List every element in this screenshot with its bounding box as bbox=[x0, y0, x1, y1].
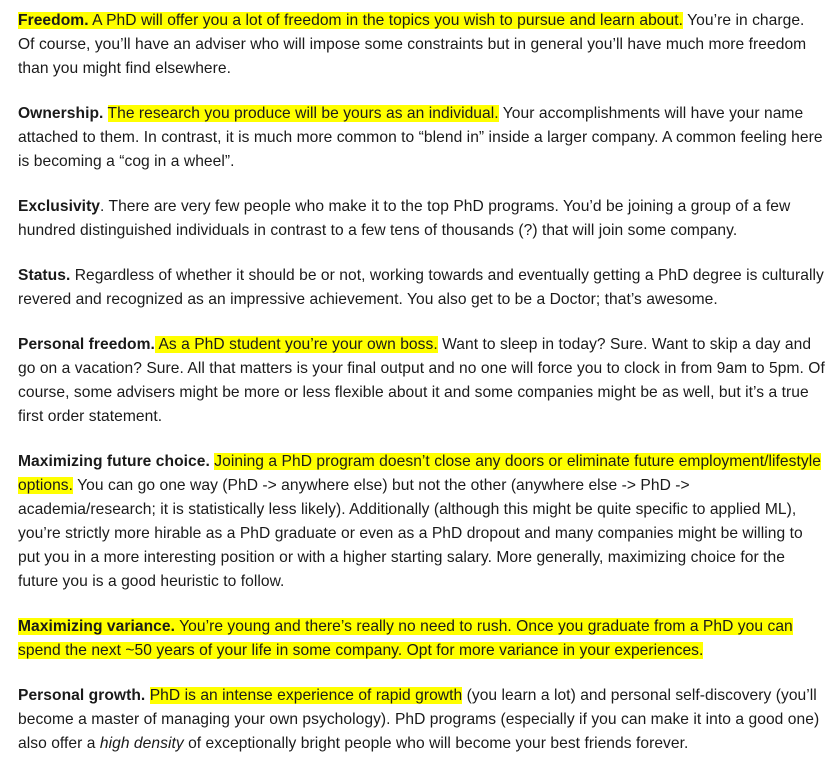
paragraph-ownership bbox=[18, 102, 825, 174]
paragraph-maximizing-future-choice bbox=[18, 450, 825, 594]
paragraph-heading: Personal growth. bbox=[18, 687, 146, 704]
body-text bbox=[103, 105, 107, 122]
body-text: You can go one way (PhD -> anywhere else) but not the other (anywhere else -> PhD -> academia/research; it is statistically less likely). Additionally (although this might be quite specific to applied ML), you’re strictly more hirable as a PhD graduate or even as a PhD dropout and many companies might be willing to put you in a more interesting position or with a higher starting salary. More generally, maximizing choice for the future you is a good heuristic to follow. bbox=[18, 477, 803, 590]
body-text: (you learn a lot) and personal self-discovery (you’ll become a master of managing your own psychology). PhD programs (especially if you can make it into a good one) also offer a bbox=[18, 687, 820, 752]
paragraph-heading: Maximizing future choice. bbox=[18, 453, 210, 470]
paragraph-heading: Ownership. bbox=[18, 105, 104, 122]
body-text: Your accomplishments will have your name attached to them. In contrast, it is much more common to “blend in” inside a larger company. A common feeling here is becoming a “cog in a wheel”. bbox=[18, 105, 823, 170]
body-text: . There are very few people who make it to the top PhD programs. You’d be joining a group of a few hundred distinguished individuals in contrast to a few tens of thousands (?) that will join some company. bbox=[18, 198, 791, 239]
paragraph-heading: Maximizing variance. bbox=[18, 618, 175, 635]
highlighted-text: You’re young and there’s really no need to rush. Once you graduate from a PhD you can spend the next ~50 years of your life in some company. Opt for more variance in your experiences. bbox=[18, 618, 793, 659]
paragraph-freedom bbox=[18, 9, 825, 81]
highlighted-text: The research you produce will be yours as an individual. bbox=[107, 105, 499, 122]
highlighted-text: Joining a PhD program doesn’t close any doors or eliminate future employment/lifestyle options. bbox=[18, 453, 821, 494]
highlighted-text: PhD is an intense experience of rapid growth bbox=[149, 687, 463, 704]
paragraph-personal-growth bbox=[18, 684, 825, 756]
body-text: Want to sleep in today? Sure. Want to skip a day and go on a vacation? Sure. All that matters is your final output and no one will force you to clock in from 9am to 5pm. Of course, some advisers might be more or less flexible about it and some companies might be as well, but it’s a true first order statement. bbox=[18, 336, 825, 425]
highlighted-text: A PhD will offer you a lot of freedom in the topics you wish to pursue and learn about. bbox=[92, 12, 684, 29]
body-text: Regardless of whether it should be or not, working towards and eventually getting a PhD degree is culturally revered and recognized as an impressive achievement. You also get to be a Doctor; that’s awesome. bbox=[18, 267, 824, 308]
paragraph-heading: Status. bbox=[18, 267, 71, 284]
paragraph-personal-freedom bbox=[18, 333, 825, 429]
paragraph-exclusivity bbox=[18, 195, 825, 243]
paragraph-heading: Personal freedom. bbox=[18, 336, 155, 353]
paragraph-status bbox=[18, 264, 825, 312]
emphasis-text: high density bbox=[99, 735, 184, 752]
paragraph-heading: Freedom. bbox=[18, 12, 89, 29]
paragraph-maximizing-variance bbox=[18, 615, 825, 663]
body-text: of exceptionally bright people who will become your best friends forever. bbox=[183, 735, 689, 752]
paragraph-heading: Exclusivity bbox=[18, 198, 101, 215]
highlighted-text: As a PhD student you’re your own boss. bbox=[154, 336, 438, 353]
body-text: You’re in charge. Of course, you’ll have an adviser who will impose some constraints but in general you’ll have much more freedom than you might find elsewhere. bbox=[18, 12, 807, 77]
